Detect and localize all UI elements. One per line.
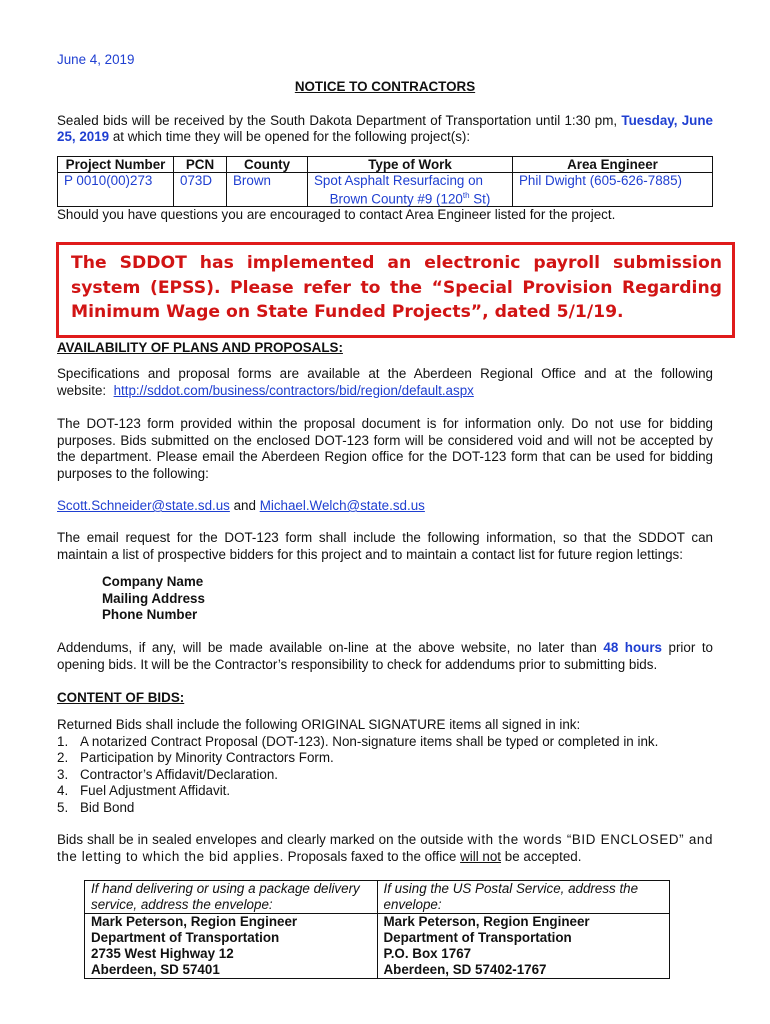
availability-paragraph [57,366,713,399]
content-of-bids-intro: Returned Bids shall include the following ORIGINAL SIGNATURE items all signed in ink: [57,717,581,732]
address-line: P.O. Box 1767 [383,946,472,961]
intro-text-before: Sealed bids will be received by the South Dakota Department of Transportation until 1:30 pm, [57,113,622,128]
address-line: Aberdeen, SD 57402-1767 [383,962,547,977]
sealed-text-2: with the words “BID ENCLOSED” and the letting to which the bid applies. [57,832,713,864]
header-area-engineer: Area Engineer [513,157,713,173]
email-request-paragraph: The email request for the DOT-123 form shall include the following information, so that the SDDOT can maintain a list of prospective bidders for this project and to maintain a contact list for future region lettings: [57,530,713,562]
cell-area-engineer: Phil Dwight (605-626-7885) [513,173,713,207]
bid-opening-date: Tuesday, June 25, 2019 [57,113,713,144]
cell-county: Brown [227,173,308,207]
list-item [57,783,658,799]
list-item-number: 5. [57,799,69,815]
sealed-emphasis: will not [460,848,502,864]
hand-delivery-address [85,914,378,979]
header-pcn: PCN [174,157,227,173]
address-row [85,914,670,979]
address-table [84,880,670,979]
list-item [57,767,658,783]
list-item-number: 4. [57,783,69,799]
address-line: Department of Transportation [383,930,572,945]
addenda-text-after: prior to opening bids. It will be the Contractor’s responsibility to check for addendums prior to submitting bids. [57,640,713,672]
address-line: 2735 West Highway 12 [91,946,234,961]
project-table-header [58,157,713,173]
bid-items-list [57,734,658,816]
list-item: Company Name [102,574,204,589]
header-county: County [227,157,308,173]
content-of-bids-heading: CONTENT OF BIDS: [57,690,185,705]
list-item-number: 3. [57,766,69,782]
epss-notice-box [56,242,735,338]
list-item-text: Fuel Adjustment Affidavit. [80,783,231,799]
list-item-text: Bid Bond [80,799,135,815]
list-item [57,750,658,766]
project-table [57,156,713,207]
type-of-work-line2-post: St) [469,191,491,207]
list-item [57,734,658,750]
hand-delivery-note: If hand delivering or using a package delivery service, address the envelope: [85,881,378,914]
table-row [58,173,713,207]
list-item-number: 1. [57,734,69,749]
address-line: Department of Transportation [91,930,280,945]
intro-text-after: at which time they will be opened for the following project(s): [109,129,471,144]
postal-address [377,914,670,979]
cell-type-of-work [308,173,513,207]
header-project-number: Project Number [58,157,174,173]
notice-date: June 4, 2019 [57,52,135,67]
plans-website-link[interactable]: http://sddot.com/business/contractors/bid/region/default.aspx [113,382,474,398]
address-line: Aberdeen, SD 57401 [91,962,220,977]
email-link-scott[interactable]: Scott.Schneider@state.sd.us [57,498,230,513]
page-title: NOTICE TO CONTRACTORS [294,79,476,94]
type-of-work-line1: Spot Asphalt Resurfacing on [314,173,483,188]
email-contacts [57,498,425,513]
addenda-deadline: 48 hours [603,640,662,655]
list-item: Mailing Address [102,590,205,606]
type-of-work-line2 [314,188,506,206]
intro-paragraph [57,113,713,145]
list-item [57,800,658,816]
list-item-text: Contractor’s Affidavit/Declaration. [80,766,278,782]
questions-text: Should you have questions you are encouraged to contact Area Engineer listed for the project. [57,207,616,222]
sealed-envelope-paragraph [57,832,713,865]
dot123-paragraph: The DOT-123 form provided within the proposal document is for information only. Do not use for bidding purposes. Bids submitted on the enclosed DOT-123 form will be considered void and will not be accepted by the department. Please email the Aberdeen Region office for the DOT-123 form that can be used for bidding purposes to the following: [57,416,713,481]
address-line: Mark Peterson, Region Engineer [91,914,298,929]
sealed-text-3: Proposals faxed to the office [283,848,461,864]
addenda-text-before: Addendums, if any, will be made available on-line at the above website, no later than [57,640,604,655]
list-item-text: A notarized Contract Proposal (DOT-123). Non-signature items shall be typed or completed in ink. [80,734,659,749]
address-line: Mark Peterson, Region Engineer [383,914,590,929]
required-info-list [102,574,205,624]
header-type-of-work: Type of Work [308,157,513,173]
addenda-paragraph [57,640,713,673]
sealed-text-4: be accepted. [501,848,582,864]
postal-service-note: If using the US Postal Service, address the envelope: [377,881,670,914]
availability-text: Specifications and proposal forms are available at the Aberdeen Regional Office and at the following website: [57,366,713,398]
list-item-text: Participation by Minority Contractors Form. [80,750,334,766]
cell-pcn: 073D [174,173,227,207]
cell-project-number: P 0010(00)273 [58,173,174,207]
availability-heading: AVAILABILITY OF PLANS AND PROPOSALS: [57,340,343,355]
type-of-work-line2-pre: Brown County #9 (120 [329,191,463,207]
email-joiner: and [229,498,260,513]
list-item-number: 2. [57,750,69,766]
type-of-work-sup: th [462,191,470,200]
sealed-text-1: Bids shall be in sealed envelopes and clearly marked on the outside [57,832,468,847]
list-item: Phone Number [102,607,198,622]
address-note-row [85,881,670,914]
email-link-michael[interactable]: Michael.Welch@state.sd.us [259,498,425,513]
epss-notice-text: The SDDOT has implemented an electronic payroll submission system (EPSS). Please refer to the “Special Provision Regarding Minimum Wage on State Funded Projects”, dated 5/1/19. [71,253,722,322]
